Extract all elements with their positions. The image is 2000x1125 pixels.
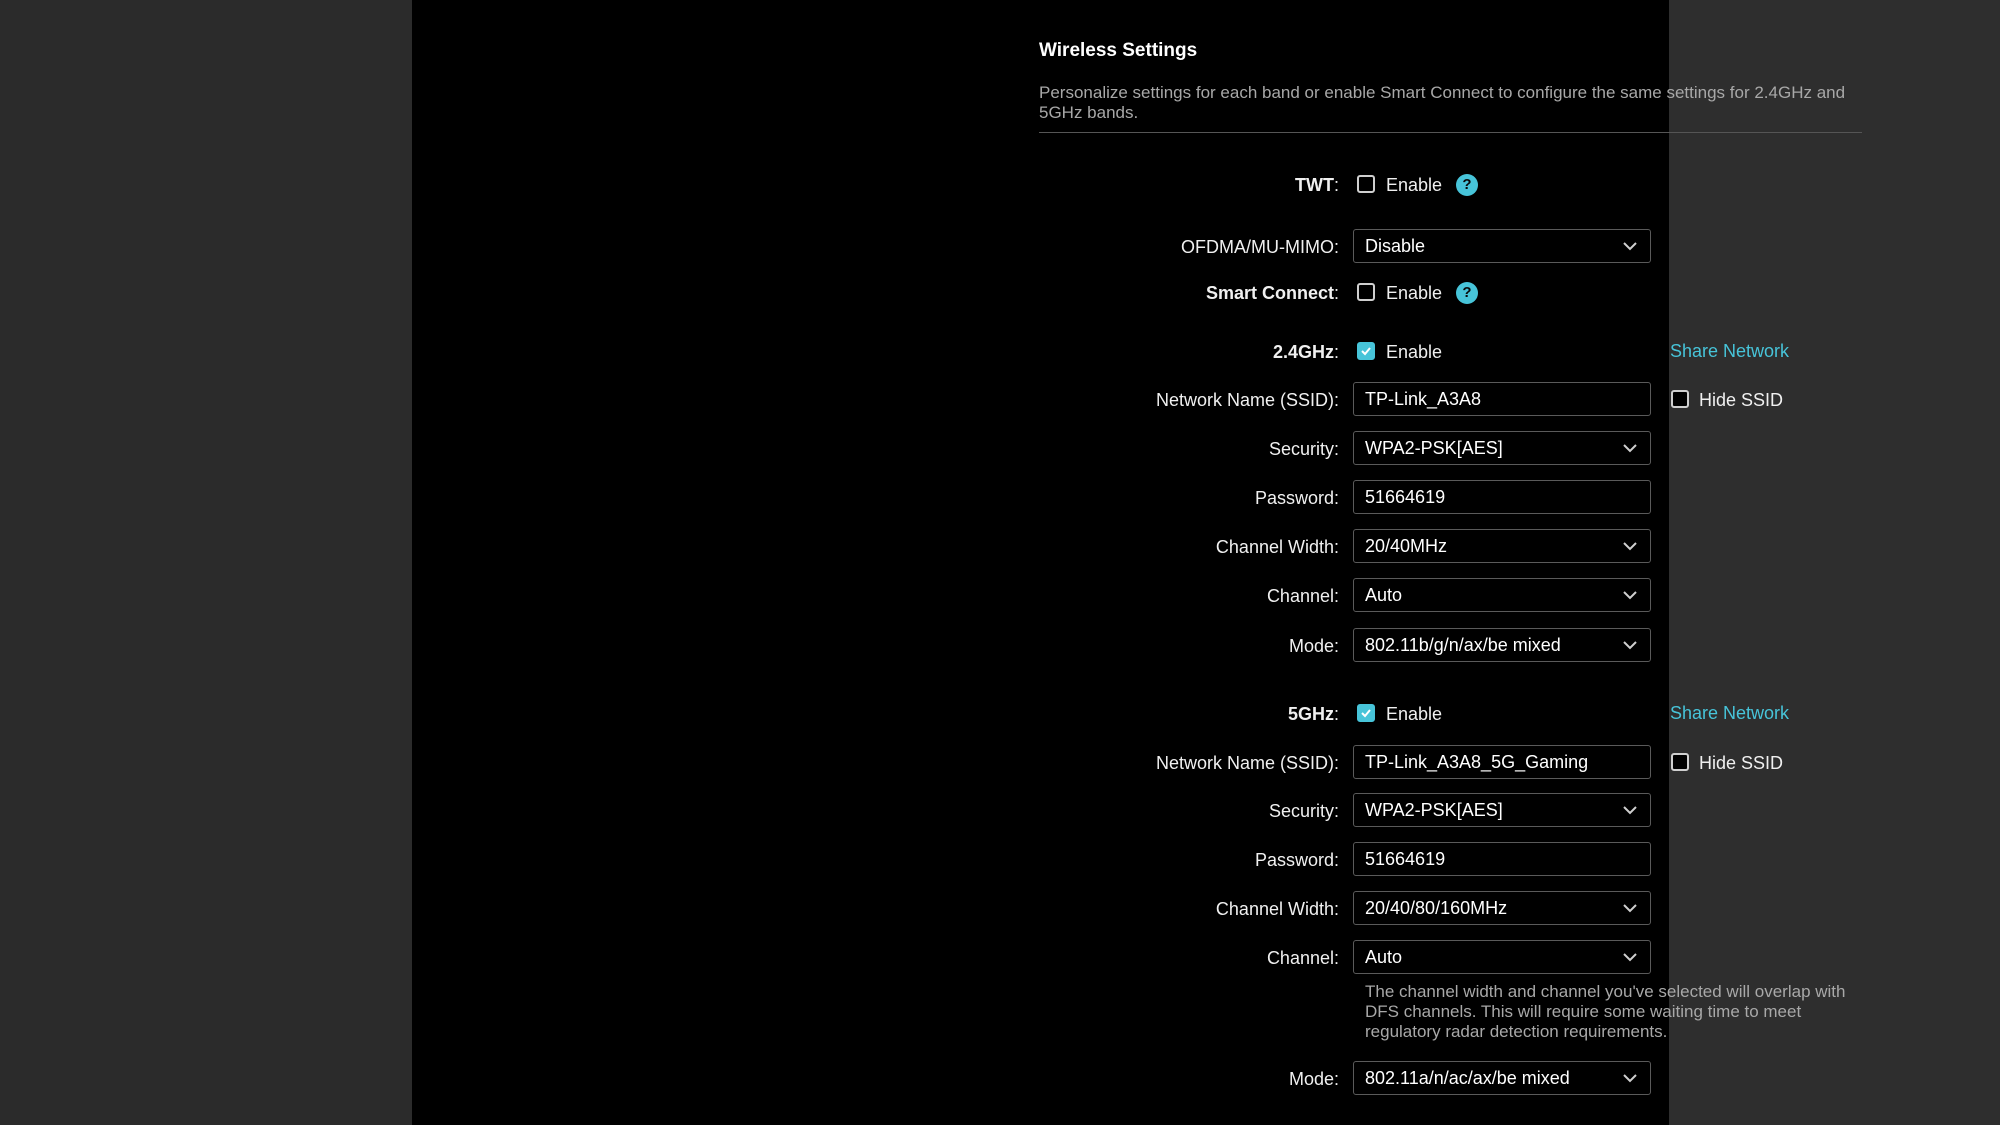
band24-ssid-input[interactable] — [1353, 382, 1651, 416]
band5-ssid-input[interactable] — [1353, 745, 1651, 779]
chevron-down-icon — [1622, 240, 1638, 252]
smart-connect-row — [1039, 275, 1862, 311]
ofdma-label: OFDMA/MU-MIMO: — [1181, 237, 1339, 257]
band5-channel-width-label: Channel Width: — [1215, 899, 1339, 919]
band5-enable-row — [1039, 696, 1862, 732]
chevron-down-icon — [1622, 639, 1638, 651]
band24-ssid-value: TP-Link_A3A8 — [1365, 389, 1482, 409]
left-backdrop — [0, 0, 412, 1125]
band24-share-network-link[interactable]: Share Network — [1670, 341, 1790, 361]
chevron-down-icon — [1622, 540, 1638, 552]
smart-connect-label: Smart Connect — [1205, 283, 1334, 303]
band24-channel-width-label: Channel Width: — [1215, 537, 1339, 557]
band5-hide-ssid-label: Hide SSID — [1699, 753, 1784, 773]
section-title: Wireless Settings — [1039, 40, 1198, 61]
band5-enable-checkbox[interactable] — [1357, 704, 1375, 722]
band5-channel-width-value: 20/40/80/160MHz — [1365, 898, 1508, 918]
chevron-down-icon — [1622, 1072, 1638, 1084]
band5-channel-label-wrap — [1039, 940, 1339, 976]
band24-channel-value: Auto — [1365, 585, 1403, 605]
twt-enable-checkbox[interactable] — [1357, 175, 1375, 193]
band5-label: 5GHz — [1287, 704, 1334, 724]
band5-security-label: Security: — [1268, 801, 1339, 821]
band24-security-select[interactable] — [1353, 431, 1651, 465]
smart-connect-enable-checkbox[interactable] — [1357, 283, 1375, 301]
band24-channel-select[interactable] — [1353, 578, 1651, 612]
band5-security-row — [1039, 793, 1862, 829]
band5-mode-label-wrap — [1039, 1061, 1339, 1097]
section-description: Personalize settings for each band or enable Smart Connect to configure the same settings for 2.4GHz and 5GHz bands. — [1039, 83, 1846, 122]
band5-password-label-wrap — [1039, 842, 1339, 878]
settings-panel — [412, 0, 1846, 1125]
band5-colon: : — [1333, 704, 1339, 724]
band24-label-wrap — [1039, 334, 1339, 370]
band5-channel-row — [1039, 940, 1862, 976]
twt-row — [1039, 167, 1862, 203]
band24-channel-row — [1039, 578, 1862, 614]
band5-ssid-label-wrap — [1039, 745, 1339, 781]
ofdma-label-wrap — [1039, 229, 1339, 265]
band24-ssid-row — [1039, 382, 1862, 418]
band24-security-value: WPA2-PSK[AES] — [1365, 438, 1503, 458]
band5-enable-label: Enable — [1386, 704, 1443, 724]
band24-ssid-label: Network Name (SSID): — [1155, 390, 1339, 410]
band5-password-input[interactable] — [1353, 842, 1651, 876]
band24-password-input[interactable] — [1353, 480, 1651, 514]
twt-label: TWT — [1295, 175, 1334, 195]
band24-channel-width-row — [1039, 529, 1862, 565]
band24-mode-select[interactable] — [1353, 628, 1651, 662]
band24-password-value: 51664619 — [1365, 487, 1446, 507]
band5-mode-row — [1039, 1061, 1862, 1097]
twt-enable-label: Enable — [1386, 175, 1443, 195]
band24-password-label-wrap — [1039, 480, 1339, 516]
band24-enable-row — [1039, 334, 1862, 370]
band5-channel-width-select[interactable] — [1353, 891, 1651, 925]
band5-mode-select[interactable] — [1353, 1061, 1651, 1095]
band24-mode-label: Mode: — [1288, 636, 1339, 656]
band24-mode-value: 802.11b/g/n/ax/be mixed — [1365, 635, 1561, 655]
band5-security-value: WPA2-PSK[AES] — [1365, 800, 1503, 820]
band5-password-label: Password: — [1254, 850, 1339, 870]
band24-password-row — [1039, 480, 1862, 516]
band5-ssid-label: Network Name (SSID): — [1155, 753, 1339, 773]
chevron-down-icon — [1622, 442, 1638, 454]
band5-channel-select[interactable] — [1353, 940, 1651, 974]
band24-password-label: Password: — [1254, 488, 1339, 508]
band5-mode-label: Mode: — [1288, 1069, 1339, 1089]
band24-colon: : — [1333, 342, 1339, 362]
band24-hide-ssid-label: Hide SSID — [1699, 390, 1784, 410]
band24-enable-checkbox[interactable] — [1357, 342, 1375, 360]
section-divider — [1039, 132, 1862, 133]
band5-channel-label: Channel: — [1266, 948, 1339, 968]
chevron-down-icon — [1622, 902, 1638, 914]
band5-label-wrap — [1039, 696, 1339, 732]
checkmark-icon — [1360, 707, 1372, 719]
ofdma-row — [1039, 229, 1862, 265]
chevron-down-icon — [1622, 951, 1638, 963]
band24-ssid-label-wrap — [1039, 382, 1339, 418]
band24-channel-width-label-wrap — [1039, 529, 1339, 565]
wireless-settings-section — [1039, 0, 1862, 1125]
band5-channel-value: Auto — [1365, 947, 1403, 967]
band24-security-row — [1039, 431, 1862, 467]
smart-connect-help-icon[interactable]: ? — [1456, 282, 1478, 304]
band5-ssid-value: TP-Link_A3A8_5G_Gaming — [1365, 752, 1589, 772]
band24-enable-label: Enable — [1386, 342, 1443, 362]
band5-channel-width-label-wrap — [1039, 891, 1339, 927]
band24-label: 2.4GHz — [1272, 342, 1334, 362]
twt-label-wrap — [1039, 167, 1339, 203]
band24-channel-width-value: 20/40MHz — [1365, 536, 1448, 556]
band5-channel-width-row — [1039, 891, 1862, 927]
twt-help-icon[interactable]: ? — [1456, 174, 1478, 196]
band24-security-label-wrap — [1039, 431, 1339, 467]
band5-security-label-wrap — [1039, 793, 1339, 829]
ofdma-select-value: Disable — [1365, 236, 1426, 256]
twt-colon: : — [1333, 175, 1339, 195]
band5-hide-ssid-checkbox[interactable] — [1671, 753, 1689, 771]
chevron-down-icon — [1622, 589, 1638, 601]
band5-share-network-link[interactable]: Share Network — [1670, 703, 1790, 723]
ofdma-select[interactable] — [1353, 229, 1651, 263]
dfs-note: The channel width and channel you've selected will overlap with DFS channels. This will require some waiting time to meet regulatory radar detection requirements. — [1365, 982, 1846, 1041]
band24-channel-label-wrap — [1039, 578, 1339, 614]
band24-security-label: Security: — [1268, 439, 1339, 459]
band24-channel-width-select[interactable] — [1353, 529, 1651, 563]
band5-ssid-row — [1039, 745, 1862, 781]
checkmark-icon — [1360, 345, 1372, 357]
band24-hide-ssid-checkbox[interactable] — [1671, 390, 1689, 408]
band5-password-value: 51664619 — [1365, 849, 1446, 869]
band24-mode-row — [1039, 628, 1862, 664]
smart-connect-colon: : — [1333, 283, 1339, 303]
band24-channel-label: Channel: — [1266, 586, 1339, 606]
chevron-down-icon — [1622, 804, 1638, 816]
smart-connect-enable-label: Enable — [1386, 283, 1443, 303]
band5-mode-value: 802.11a/n/ac/ax/be mixed — [1365, 1068, 1570, 1088]
band24-mode-label-wrap — [1039, 628, 1339, 664]
band5-password-row — [1039, 842, 1862, 878]
band5-security-select[interactable] — [1353, 793, 1651, 827]
smart-connect-label-wrap — [1039, 275, 1339, 311]
